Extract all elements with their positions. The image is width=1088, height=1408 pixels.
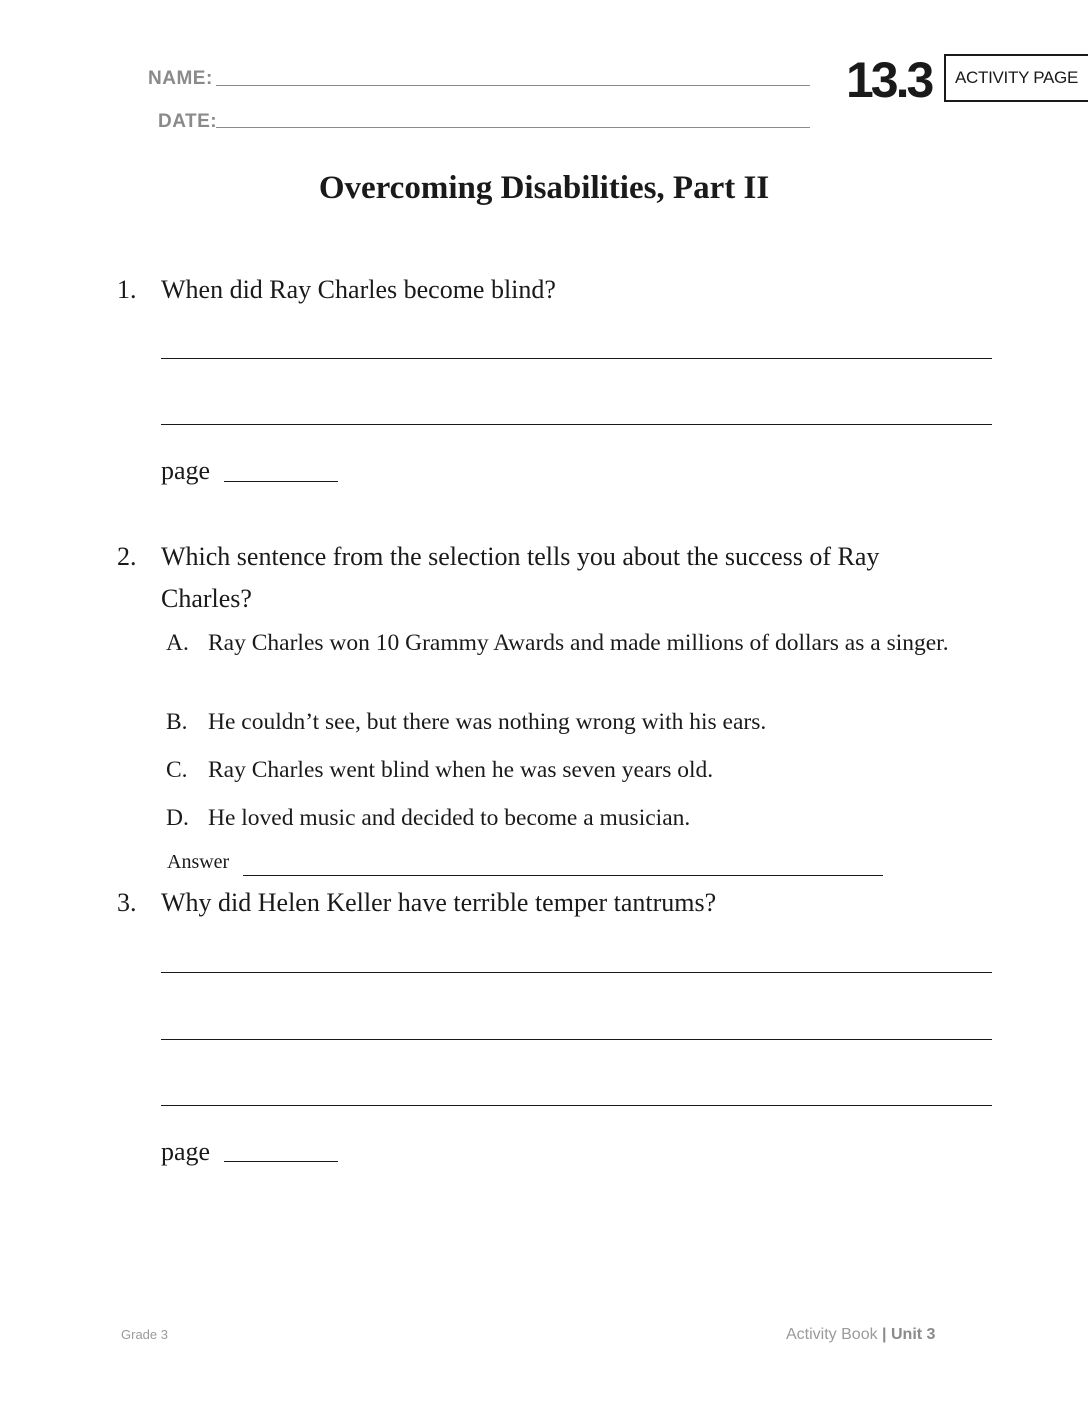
footer-book: Activity Book bbox=[786, 1326, 878, 1343]
answer-line[interactable] bbox=[161, 972, 992, 973]
footer-book-info bbox=[786, 1326, 935, 1344]
option-letter: C. bbox=[166, 757, 188, 783]
question-text: Which sentence from the selection tells you about the success of Ray Charles? bbox=[161, 542, 880, 613]
question-text: Why did Helen Keller have terrible temper tantrums? bbox=[161, 888, 717, 917]
date-field-line[interactable] bbox=[216, 127, 810, 128]
page-number-line[interactable] bbox=[224, 1161, 338, 1162]
option-text: He loved music and decided to become a musician. bbox=[208, 805, 691, 831]
option-letter: D. bbox=[166, 805, 189, 831]
page-label: page bbox=[161, 1137, 211, 1166]
option-letter: A. bbox=[166, 630, 189, 656]
option-text: Ray Charles went blind when he was seven years old. bbox=[208, 757, 714, 783]
activity-page-badge bbox=[944, 54, 1088, 102]
page-title: Overcoming Disabilities, Part II bbox=[318, 170, 770, 206]
question-text: When did Ray Charles become blind? bbox=[161, 275, 556, 304]
footer-unit: Unit 3 bbox=[890, 1326, 936, 1343]
question-number: 3. bbox=[117, 888, 137, 917]
name-field-line[interactable] bbox=[216, 85, 810, 86]
name-label: NAME: bbox=[148, 68, 213, 89]
option-letter: B. bbox=[166, 709, 188, 735]
answer-line[interactable] bbox=[161, 424, 992, 425]
question-number: 2. bbox=[117, 542, 137, 571]
option-text: He couldn’t see, but there was nothing wrong with his ears. bbox=[208, 709, 767, 735]
question-number: 1. bbox=[117, 275, 137, 304]
page-number-line[interactable] bbox=[224, 481, 338, 482]
footer-separator: | bbox=[882, 1326, 887, 1343]
page-label: page bbox=[161, 456, 211, 485]
activity-page-label: ACTIVITY PAGE bbox=[955, 68, 1079, 87]
answer-line[interactable] bbox=[161, 358, 992, 359]
answer-field-line[interactable] bbox=[243, 875, 883, 876]
answer-line[interactable] bbox=[161, 1105, 992, 1106]
footer-grade: Grade 3 bbox=[121, 1327, 168, 1342]
date-label: DATE: bbox=[158, 111, 218, 132]
answer-label: Answer bbox=[167, 851, 230, 873]
lesson-number: 13.3 bbox=[846, 52, 932, 108]
option-text: Ray Charles won 10 Grammy Awards and made millions of dollars as a singer. bbox=[208, 630, 949, 656]
answer-line[interactable] bbox=[161, 1039, 992, 1040]
